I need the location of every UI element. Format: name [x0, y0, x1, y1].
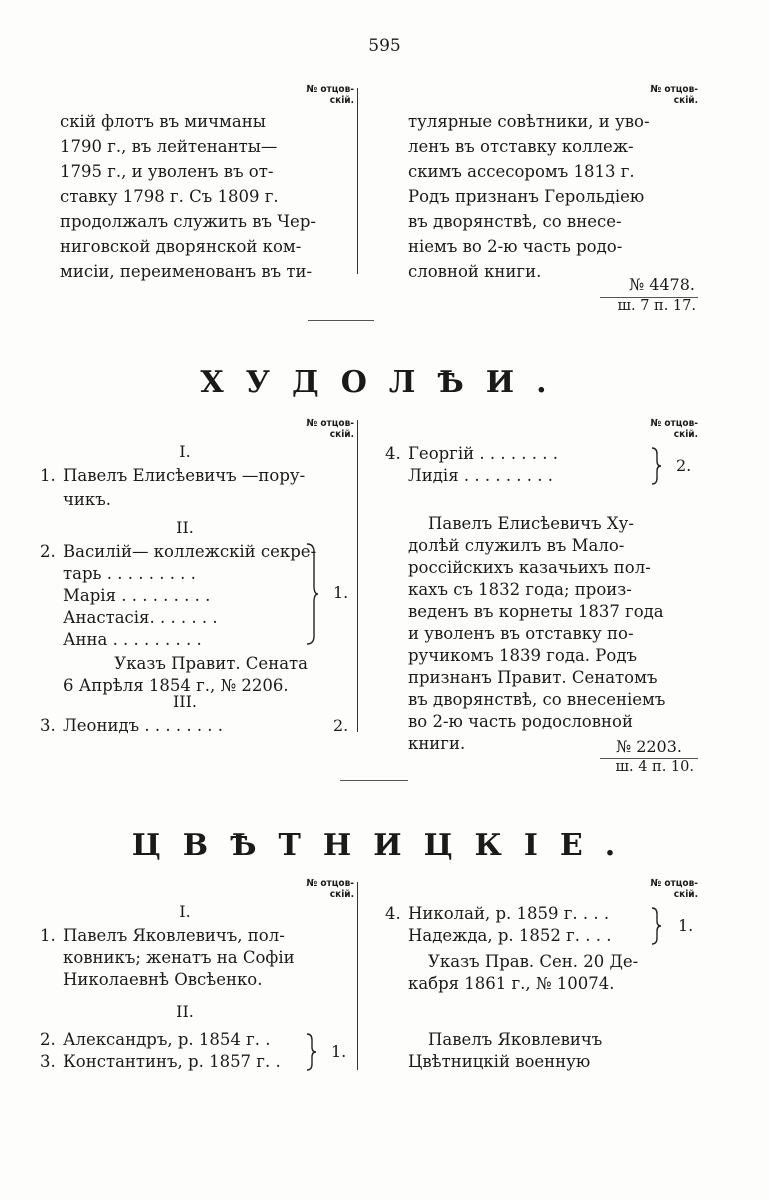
text-line: 1790 г., въ лейтенанты—: [60, 137, 278, 156]
father-number: 2.: [333, 716, 349, 735]
reference-shelf: ш. 7 п. 17.: [617, 298, 696, 314]
family-title-tsvetnitskie: ЦВѢТНИЦКІЕ.: [131, 828, 638, 863]
entry-text: Анастасія. . . . . . .: [63, 608, 218, 627]
text-line: ниговской дворянской ком-: [60, 237, 302, 256]
entry-number: 3.: [40, 716, 56, 735]
section-separator: [340, 780, 408, 781]
father-number: 1.: [678, 916, 694, 935]
otcov-header-right: № отцов- скій.: [650, 418, 698, 440]
text-line: словной книги.: [408, 262, 542, 281]
brace-right: [305, 1032, 317, 1072]
entry-text: Николаевнѣ Овсѣенко.: [63, 970, 263, 989]
generation-label: II.: [176, 1002, 194, 1021]
text-line: россійскихъ казачьихъ пол-: [408, 558, 651, 577]
text-line: кахъ съ 1832 года; произ-: [408, 580, 632, 599]
entry-text: Надежда, р. 1852 г. . . .: [408, 926, 612, 945]
entry-number: 2.: [40, 542, 56, 561]
entry-text: Константинъ, р. 1857 г. .: [63, 1052, 281, 1071]
decree-text: 6 Апрѣля 1854 г., № 2206.: [63, 676, 289, 695]
brace-right: [305, 542, 319, 646]
history-text: Павелъ Яковлевичъ: [428, 1030, 603, 1049]
text-line: Родъ признанъ Герольдіею: [408, 187, 645, 206]
otcov-header-left: № отцов- скій.: [306, 84, 354, 106]
text-line: мисіи, переименованъ въ ти-: [60, 262, 313, 281]
text-line: 1795 г., и уволенъ въ от-: [60, 162, 274, 181]
text-line: во 2-ю часть родословной: [408, 712, 633, 731]
entry-text: тарь . . . . . . . . .: [63, 564, 196, 583]
entry-text: Василій— коллежскій секре-: [63, 542, 317, 561]
text-line: веденъ въ корнеты 1837 года: [408, 602, 664, 621]
entry-number: 4.: [385, 444, 401, 463]
entry-text: Лидія . . . . . . . . .: [408, 466, 554, 485]
father-number: 1.: [331, 1042, 347, 1061]
family-title-khudolei: ХУДОЛѢИ.: [200, 365, 569, 400]
text-line: тулярные совѣтники, и уво-: [408, 112, 650, 131]
generation-label: III.: [172, 692, 198, 711]
otcov-header-left: № отцов- скій.: [306, 878, 354, 900]
text-line: въ дворянствѣ, со внесе-: [408, 212, 622, 231]
decree-text: кабря 1861 г., № 10074.: [408, 974, 615, 993]
entry-number: 4.: [385, 904, 401, 923]
text-line: въ дворянствѣ, со внесеніемъ: [408, 690, 666, 709]
entry-text: Анна . . . . . . . . .: [63, 630, 202, 649]
entry-text: Павелъ Елисѣевичъ —пору-: [63, 466, 306, 485]
entry-text: Леонидъ . . . . . . . .: [63, 716, 224, 735]
column-divider: [357, 882, 358, 1070]
text-line: продолжалъ служить въ Чер-: [60, 212, 316, 231]
entry-text: чикъ.: [63, 490, 111, 509]
text-line: ручикомъ 1839 года. Родъ: [408, 646, 637, 665]
brace-right: [650, 446, 662, 486]
otcov-header-right: № отцов- скій.: [650, 878, 698, 900]
entry-text: Николай, р. 1859 г. . . .: [408, 904, 610, 923]
column-divider: [357, 88, 358, 274]
text-line: скій флотъ въ мичманы: [60, 112, 266, 131]
text-line: ленъ въ отставку коллеж-: [408, 137, 634, 156]
section-separator: [308, 320, 374, 321]
text-line: скимъ ассесоромъ 1813 г.: [408, 162, 635, 181]
reference-shelf: ш. 4 п. 10.: [615, 759, 694, 775]
generation-label: II.: [176, 518, 194, 537]
text-line: книги.: [408, 734, 466, 753]
entry-text: ковникъ; женатъ на Софіи: [63, 948, 295, 967]
text-line: долѣй служилъ въ Мало-: [408, 536, 625, 555]
father-number: 2.: [676, 456, 692, 475]
text-line: Павелъ Елисѣевичъ Ху-: [428, 514, 634, 533]
otcov-header-right: № отцов- скій.: [650, 84, 698, 106]
page-number: 595: [368, 36, 401, 56]
text-line: и уволенъ въ отставку по-: [408, 624, 634, 643]
text-line: признанъ Правит. Сенатомъ: [408, 668, 658, 687]
generation-label: I.: [179, 442, 191, 461]
otcov-header-left: № отцов- скій.: [306, 418, 354, 440]
text-line: ніемъ во 2-ю часть родо-: [408, 237, 623, 256]
history-text: Цвѣтницкій военную: [408, 1052, 591, 1071]
text-line: ставку 1798 г. Съ 1809 г.: [60, 187, 279, 206]
reference-number: № 4478.: [628, 275, 695, 294]
decree-text: Указъ Правит. Сената: [114, 654, 308, 673]
generation-label: I.: [179, 902, 191, 921]
entry-text: Павелъ Яковлевичъ, пол-: [63, 926, 285, 945]
entry-text: Георгій . . . . . . . .: [408, 444, 559, 463]
brace-right: [650, 906, 662, 946]
entry-number: 2.: [40, 1030, 56, 1049]
father-number: 1.: [333, 583, 349, 602]
reference-number: № 2203.: [615, 737, 682, 756]
column-divider: [357, 420, 358, 732]
entry-number: 1.: [40, 466, 56, 485]
entry-text: Александръ, р. 1854 г. .: [63, 1030, 271, 1049]
decree-text: Указъ Прав. Сен. 20 Де-: [428, 952, 639, 971]
entry-number: 1.: [40, 926, 56, 945]
entry-text: Марія . . . . . . . . .: [63, 586, 211, 605]
entry-number: 3.: [40, 1052, 56, 1071]
